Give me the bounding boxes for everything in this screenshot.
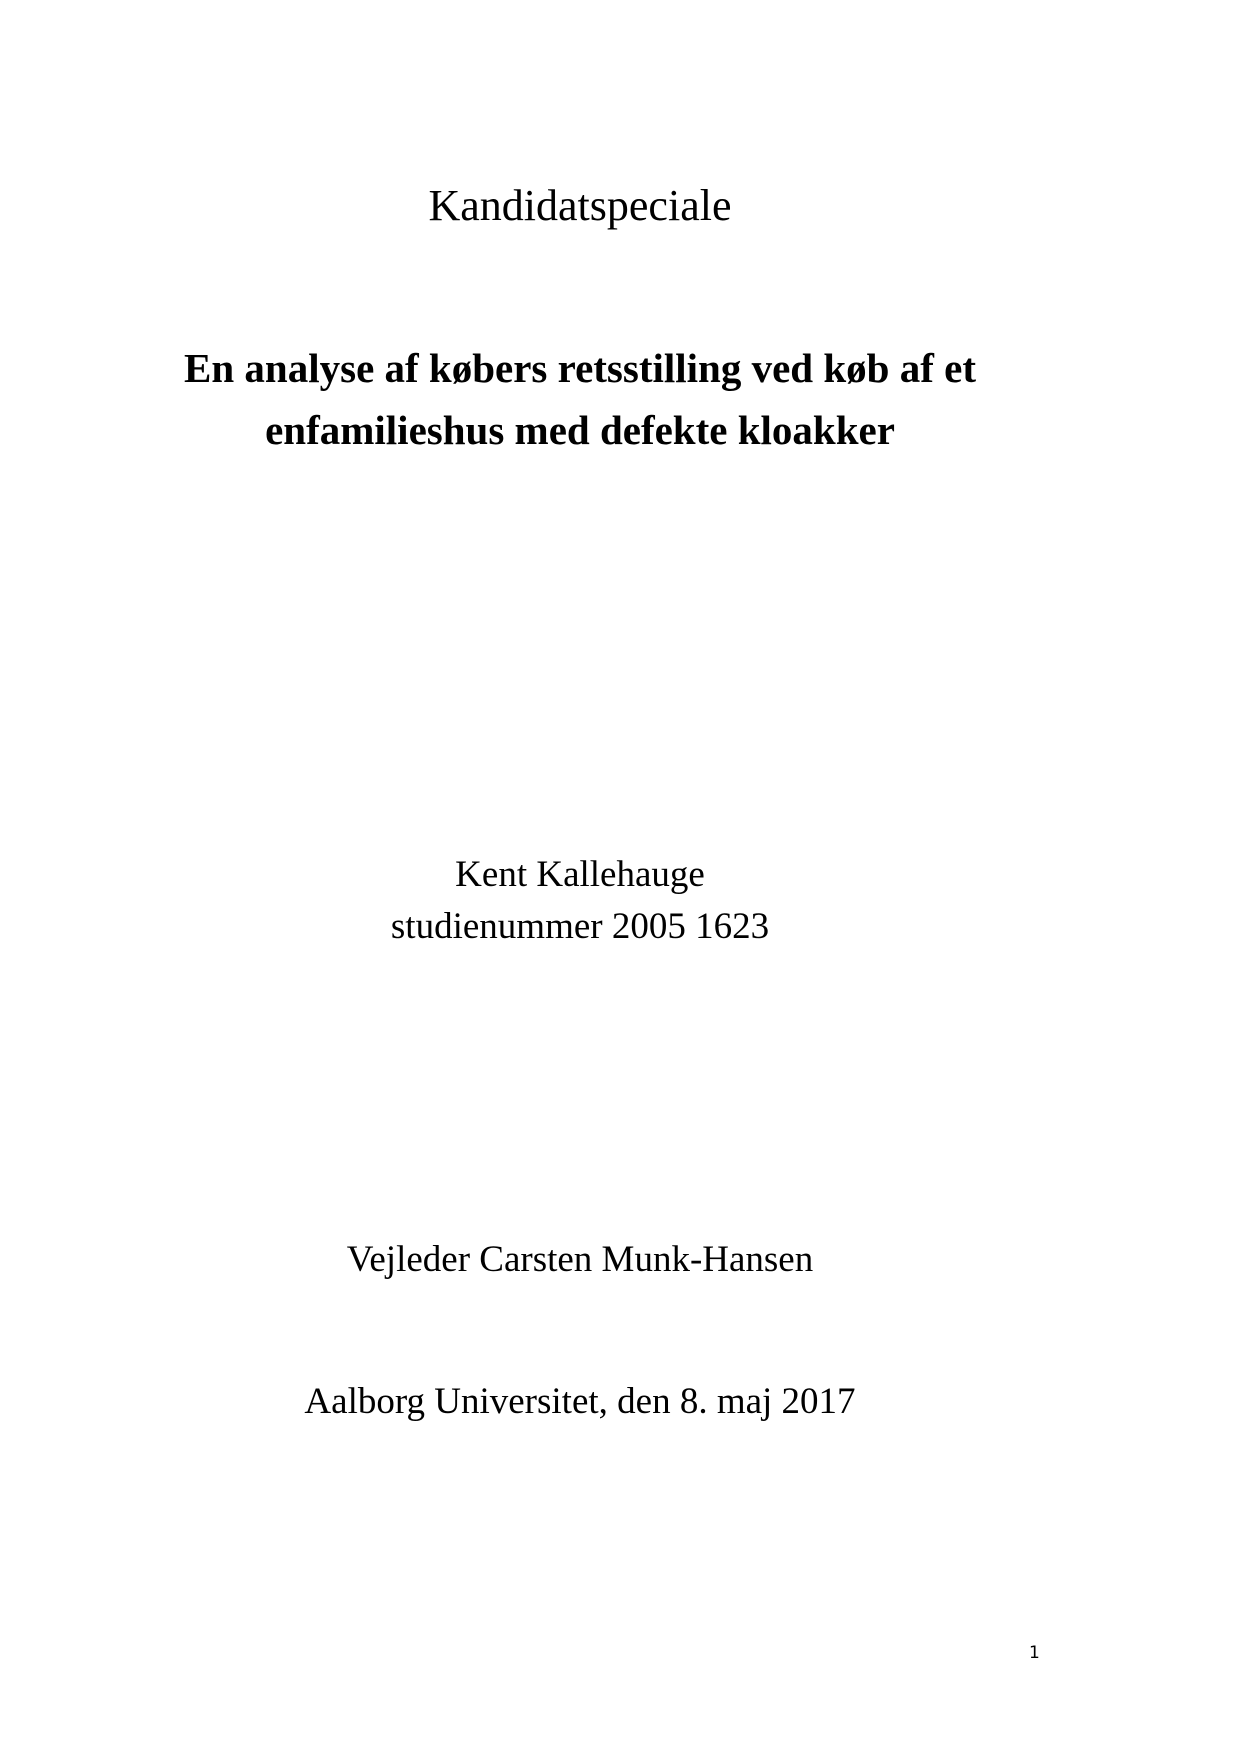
- thesis-title-line-1: En analyse af købers retsstilling ved køb af et: [184, 345, 976, 391]
- document-type-label: Kandidatspeciale: [428, 181, 732, 230]
- place-and-date: Aalborg Universitet, den 8. maj 2017: [304, 1381, 856, 1422]
- author-name: Kent Kallehauge: [455, 854, 705, 895]
- student-number: studienummer 2005 1623: [390, 906, 770, 947]
- thesis-title-line-2: enfamilieshus med defekte kloakker: [265, 407, 895, 453]
- page-number: 1: [1029, 1643, 1040, 1663]
- supervisor: Vejleder Carsten Munk-Hansen: [346, 1239, 814, 1280]
